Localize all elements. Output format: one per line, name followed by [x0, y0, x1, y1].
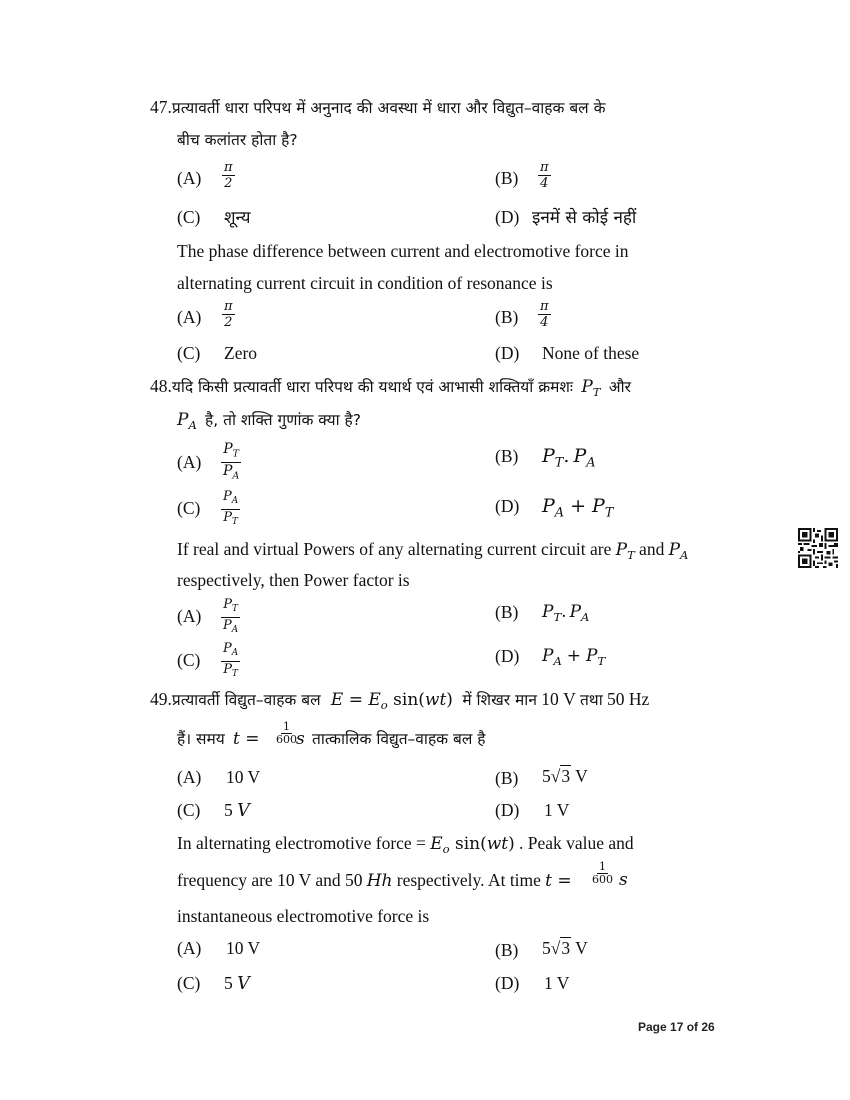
q48-en-option-c-label: (C) — [177, 650, 201, 670]
q47-en-option-a-label: (A) — [177, 307, 202, 327]
q49-en-option-c-label: (C) — [177, 973, 201, 993]
page-number: Page 17 of 26 — [638, 1020, 715, 1034]
q47-en-option-a-fraction: $\frac{\pi}{2}$ — [224, 299, 233, 330]
q49-question-en-line2: frequency are 10 V and 50 Hh respectively. At time t = — [177, 870, 572, 891]
q47-hi-option-c-text: शून्य — [224, 208, 251, 228]
q48-hi-option-a-fraction: $\frac{P_T}{P_A}$ — [223, 441, 240, 482]
q48-en-option-a-fraction: $\frac{P_T}{P_A}$ — [223, 597, 239, 636]
q48-question-en-line2: respectively, then Power factor is — [177, 570, 410, 590]
q49-en-time-var: t = — [545, 871, 572, 891]
q47-en-option-b-label: (B) — [495, 307, 519, 327]
q47-hi-option-a-label: (A) — [177, 168, 202, 188]
q47-hi-option-a-fraction: $\frac{\pi}{2}$ — [224, 160, 233, 191]
q47-hi-option-d-label: (D) — [495, 207, 520, 227]
q48-hi-option-b-label: (B) — [495, 446, 519, 466]
q48-hi-option-d-label: (D) — [495, 496, 520, 516]
q48-en-option-b-expr: $P_T$. $P_A$ — [542, 602, 590, 625]
q49-question-en-line1: In alternating electromotive force = $E_o$ sin(wt) . Peak value and — [177, 833, 634, 857]
q49-en-option-a-text: 10 V — [226, 938, 261, 958]
q48-en-option-d-label: (D) — [495, 646, 520, 666]
q49-en-option-d-text: 1 V — [544, 973, 570, 993]
q49-hi-option-d-label: (D) — [495, 800, 520, 820]
q49-en-time-fraction: $\frac{1}{600}$ — [592, 860, 613, 886]
q49-hi-option-a-text: 10 V — [226, 767, 261, 787]
q49-hi-option-b-label: (B) — [495, 768, 519, 788]
q49-question-hi-line1: 49.प्रत्यावर्ती विद्युत–वाहक बल $E = E_o$ sin(wt) में शिखर मान 10 V तथा 50 Hz — [150, 689, 650, 713]
q48-hi-option-c-label: (C) — [177, 498, 201, 518]
q48-number: 48. — [150, 376, 172, 396]
q49-en-emf-formula: $E_o$ sin(wt) — [430, 834, 515, 857]
q47-en-option-b-fraction: $\frac{\pi}{4}$ — [540, 299, 549, 330]
q48-hi-option-c-fraction: $\frac{P_A}{P_T}$ — [223, 489, 239, 528]
q47-number: 47. — [150, 97, 172, 117]
q48-question-en-line1: If real and virtual Powers of any alternating current circuit are $P_T$ and $P_A$ — [177, 539, 689, 563]
q49-number: 49. — [150, 689, 172, 709]
q49-hi-option-d-text: 1 V — [544, 800, 570, 820]
q47-hi-option-b-label: (B) — [495, 168, 519, 188]
q47-question-en-line1: The phase difference between current and electromotive force in — [177, 241, 629, 261]
q48-en-option-c-fraction: $\frac{P_A}{P_T}$ — [223, 641, 239, 680]
q48-question-hi-line1: 48.यदि किसी प्रत्यावर्ती धारा परिपथ की यथार्थ एवं आभासी शक्तियाँ क्रमशः $P_T$ और — [150, 376, 631, 400]
q48-symbol-pa: $P_A$ — [177, 410, 197, 433]
q49-en-option-a-label: (A) — [177, 938, 202, 958]
q49-en-option-b-label: (B) — [495, 940, 519, 960]
q49-hi-option-b-text: 5√3 V — [542, 766, 588, 786]
q49-en-option-d-label: (D) — [495, 973, 520, 993]
q49-en-option-b-text: 5√3 V — [542, 938, 588, 958]
q47-en-option-c-label: (C) — [177, 343, 201, 363]
q47-hi-option-b-fraction: $\frac{\pi}{4}$ — [540, 160, 549, 191]
q47-question-hi-line2: बीच कलांतर होता है? — [177, 131, 298, 149]
q48-symbol-pt: $P_T$ — [581, 377, 601, 400]
q49-question-hi-line2: हैं। समय t = s तात्कालिक विद्युत–वाहक बल है — [177, 729, 486, 749]
q48-question-hi-line2: $P_A$ है, तो शक्ति गुणांक क्या है? — [177, 410, 361, 433]
q47-hi-option-d-text: इनमें से कोई नहीं — [532, 208, 637, 228]
q49-hi-option-a-label: (A) — [177, 767, 202, 787]
q47-hi-option-c-label: (C) — [177, 207, 201, 227]
q48-en-option-d-expr: $P_A + P_T$ — [542, 646, 606, 669]
q48-hi-option-d-expr: $P_A + P_T$ — [542, 495, 614, 521]
q49-en-option-c-text: 5 V — [224, 973, 250, 994]
q47-en-option-d-text: None of these — [542, 343, 640, 363]
q48-en-option-a-label: (A) — [177, 606, 202, 626]
q49-hi-time-var: t = — [233, 729, 260, 749]
q47-en-option-d-label: (D) — [495, 343, 520, 363]
q48-en-option-b-label: (B) — [495, 602, 519, 622]
q49-en-time-unit: s — [619, 870, 628, 890]
q49-hi-option-c-text: 5 V — [224, 800, 250, 821]
q49-hi-option-c-label: (C) — [177, 800, 201, 820]
q48-en-symbol-pt: $P_T$ — [615, 540, 635, 563]
q48-hi-option-b-expr: $P_T$. $P_A$ — [542, 445, 596, 471]
qr-code-icon — [798, 528, 838, 568]
q49-hi-emf-formula: $E = E_o$ sin(wt) — [330, 690, 453, 713]
q47-question-en-line2: alternating current circuit in condition of resonance is — [177, 273, 553, 293]
q49-question-en-line3: instantaneous electromotive force is — [177, 906, 430, 926]
q48-en-symbol-pa: $P_A$ — [668, 540, 689, 563]
q49-hi-time-fraction: $\frac{1}{600}$ — [276, 720, 297, 746]
q47-question-hi-line1: 47.प्रत्यावर्ती धारा परिपथ में अनुनाद की अवस्था में धारा और विद्युत–वाहक बल के — [150, 97, 606, 117]
q48-hi-option-a-label: (A) — [177, 452, 202, 472]
q47-en-option-c-text: Zero — [224, 343, 258, 363]
